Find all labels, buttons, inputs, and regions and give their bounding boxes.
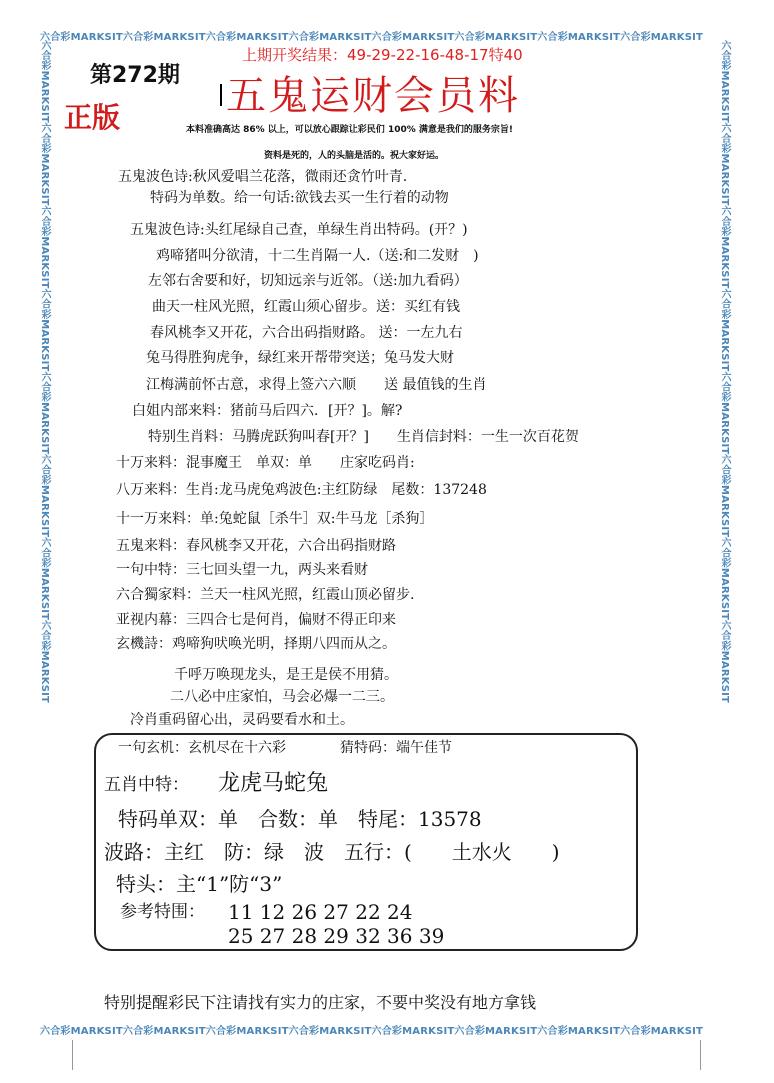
text-line: 六合獨家料：兰天一柱风光照，红霞山顶必留步. xyxy=(116,587,415,603)
accuracy-note: 本料准确高达 86% 以上，可以放心跟踪让彩民们 100% 满意是我们的服务宗旨! xyxy=(186,125,513,135)
text-line: 五鬼波色诗:头红尾绿自己查，单绿生肖出特码。(开？) xyxy=(130,222,468,238)
text-line: 白姐内部来料：猪前马后四六．[开？]。解? xyxy=(132,403,403,419)
text-line: 曲天一柱风光照，红霞山须心留步。送：买红有钱 xyxy=(152,299,460,315)
head-line: 特头：主“1”防“3” xyxy=(116,872,283,896)
text-line: 五鬼波色诗:秋风爱唱兰花落，微雨还贪竹叶青. xyxy=(118,169,408,185)
riddle-line: 一句玄机：玄机尽在十六彩 xyxy=(118,740,286,756)
last-result: 上期开奖结果：49-29-22-16-48-17特40 xyxy=(242,46,523,64)
text-line: 冷肖重码留心出，灵码要看水和土。 xyxy=(130,712,354,728)
reference-row-1: 11 12 26 27 22 24 xyxy=(228,900,413,924)
luck-note: 资料是死的，人的头脑是活的。祝大家好运。 xyxy=(264,151,445,161)
text-line: 特别生肖料：马腾虎跃狗叫春[开？] 生肖信封料：一生一次百花贺 xyxy=(148,429,579,445)
text-line: 五鬼来料：春风桃李又开花，六合出码指财路 xyxy=(116,538,396,554)
text-line: 玄機詩：鸡啼狗吠唤光明，择期八四而从之。 xyxy=(116,636,396,652)
text-line: 特码为单数。给一句话:欲钱去买一生行着的动物 xyxy=(150,190,449,206)
frame-watermark-top: 六合彩MARKSIT六合彩MARKSIT六合彩MARKSIT六合彩MARKSIT六合彩MARKSIT六合彩MARKSIT六合彩MARKSIT六合彩MARKSIT xyxy=(40,32,704,43)
text-line: 千呼万唤现龙头，是王是侯不用猜。 xyxy=(174,667,398,683)
text-line: 江梅满前怀古意，求得上签六六顺 送 最值钱的生肖 xyxy=(146,377,487,393)
crop-mark-right xyxy=(700,1040,701,1070)
text-line: 八万来料：生肖:龙马虎兔鸡波色:主红防绿 尾数：137248 xyxy=(116,482,487,498)
footer-warning: 特别提醒彩民下注请找有实力的庄家，不要中奖没有地方拿钱 xyxy=(104,993,537,1012)
genuine-label: 正版 xyxy=(64,101,121,134)
wave-line: 波路：主红 防：绿 波 五行：( 土水火 ) xyxy=(104,840,560,864)
text-line: 鸡啼猪叫分欲清，十二生肖隔一人.（送:和二发财 ) xyxy=(156,248,479,264)
text-line: 亚视内幕：三四合七是何肖，偏财不得正印来 xyxy=(116,612,396,628)
text-line: 兔马得胜狗虎争，绿红来开帮带突送；兔马发大财 xyxy=(146,350,454,366)
frame-watermark-bottom: 六合彩MARKSIT六合彩MARKSIT六合彩MARKSIT六合彩MARKSIT六合彩MARKSIT六合彩MARKSIT六合彩MARKSIT六合彩MARKSIT xyxy=(40,1026,704,1037)
odd-even-line: 特码单双：单 合数：单 特尾：13578 xyxy=(118,807,482,831)
frame-watermark-right: 六合彩MARKSIT六合彩MARKSIT六合彩MARKSIT六合彩MARKSIT六合彩MARKSIT六合彩MARKSIT六合彩MARKSIT六合彩MARKSIT xyxy=(719,40,730,704)
main-title: 五鬼运财会员料 xyxy=(226,73,520,119)
text-line: 一句中特：三七回头望一九，两头来看财 xyxy=(116,562,368,578)
five-zodiac-value: 龙虎马蛇兔 xyxy=(218,771,329,796)
text-line: 十一万来料：单:兔蛇鼠［杀牛］双:牛马龙［杀狗］ xyxy=(116,511,434,527)
five-zodiac-label: 五肖中特： xyxy=(104,775,189,795)
title-bar-mark xyxy=(220,84,222,106)
reference-label: 参考特围： xyxy=(120,902,205,922)
frame-watermark-left: 六合彩MARKSIT六合彩MARKSIT六合彩MARKSIT六合彩MARKSIT六合彩MARKSIT六合彩MARKSIT六合彩MARKSIT六合彩MARKSIT xyxy=(39,40,50,704)
text-line: 春风桃李又开花，六合出码指财路。 送：一左九右 xyxy=(150,325,463,341)
reference-row-2: 25 27 28 29 32 36 39 xyxy=(228,924,445,948)
issue-number: 第272期 xyxy=(90,63,180,88)
riddle-code: 猜特码：端午佳节 xyxy=(340,740,452,756)
crop-mark-left xyxy=(72,1040,73,1070)
text-line: 二八必中庄家怕，马会必爆一二三。 xyxy=(170,689,394,705)
text-line: 十万来料：混事魔王 单双：单 庄家吃码肖: xyxy=(116,455,415,471)
text-line: 左邻右舍要和好，切知远亲与近邻。（送:加九看码） xyxy=(148,273,468,289)
